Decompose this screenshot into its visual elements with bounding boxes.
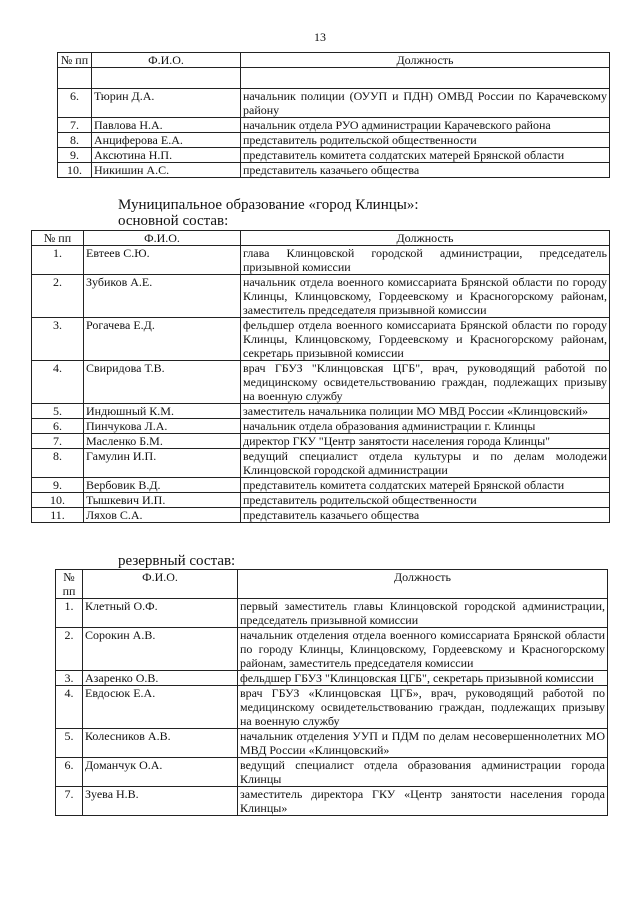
row-number-cell: 9. [32, 478, 84, 493]
column-header-name: Ф.И.О. [92, 53, 241, 68]
row-name-cell: Анциферова Е.А. [92, 133, 241, 148]
row-name-cell: Евдосюк Е.А. [83, 686, 238, 729]
table-row [56, 758, 608, 787]
row-position-cell: врач ГБУЗ «Клинцовская ЦГБ», врач, руководящий работой по медицинскому освидетельствованию граждан, подлежащих призыву на военную службу [238, 686, 608, 729]
row-number-cell: 7. [58, 118, 92, 133]
row-position-cell: представитель родительской общественности [241, 493, 610, 508]
row-number-cell: 3. [32, 318, 84, 361]
column-header-position: Должность [241, 53, 610, 68]
page-number: 13 [314, 30, 326, 44]
row-number-cell: 6. [56, 758, 83, 787]
table-row [58, 89, 610, 118]
row-position-cell: первый заместитель главы Клинцовской городской администрации, председатель призывной комиссии [238, 599, 608, 628]
row-position-cell: представитель комитета солдатских матерей Брянской области [241, 148, 610, 163]
main-composition-table [31, 230, 610, 523]
row-number-cell: 6. [58, 89, 92, 118]
row-position-cell: фельдшер ГБУЗ "Клинцовская ЦГБ", секретарь призывной комиссии [238, 671, 608, 686]
row-name-cell: Тышкевич И.П. [84, 493, 241, 508]
row-name-cell: Зубиков А.Е. [84, 275, 241, 318]
row-name-cell: Евтеев С.Ю. [84, 246, 241, 275]
section-title: Муниципальное образование «город Клинцы»: [118, 197, 419, 213]
row-position-cell: представитель родительской общественности [241, 133, 610, 148]
table-row [32, 246, 610, 275]
row-name-cell: Доманчук О.А. [83, 758, 238, 787]
row-name-cell: Азаренко О.В. [83, 671, 238, 686]
reserve-composition-heading: резервный состав: [118, 553, 236, 569]
row-number-cell: 2. [32, 275, 84, 318]
table-row [32, 478, 610, 493]
table-row [32, 434, 610, 449]
row-number-cell: 4. [56, 686, 83, 729]
row-name-cell: Аксютина Н.П. [92, 148, 241, 163]
row-number-cell: 7. [56, 787, 83, 816]
row-number-cell: 10. [58, 163, 92, 178]
row-name-cell: Ляхов С.А. [84, 508, 241, 523]
row-position-cell: начальник отделения УУП и ПДМ по делам несовершеннолетних МО МВД России «Клинцовский» [238, 729, 608, 758]
row-number-cell: 3. [56, 671, 83, 686]
main-composition-heading: основной состав: [118, 213, 229, 229]
table-row [58, 163, 610, 178]
table-header-row [56, 570, 608, 599]
row-position-cell: начальник полиции (ОУУП и ПДН) ОМВД России по Карачевскому району [241, 89, 610, 118]
spacer-row [58, 68, 610, 89]
table-row [58, 133, 610, 148]
row-number-cell: 5. [32, 404, 84, 419]
row-position-cell: начальник отдела военного комиссариата Брянской области по городу Клинцы, Клинцовскому, Гордеевскому и Красногорскому районам, заместитель председателя призывной комиссии [241, 275, 610, 318]
table-row [32, 318, 610, 361]
row-position-cell: врач ГБУЗ "Клинцовская ЦГБ", врач, руководящий работой по медицинскому освидетельствованию граждан, подлежащих призыву на военную службу [241, 361, 610, 404]
row-position-cell: заместитель начальника полиции МО МВД России «Клинцовский» [241, 404, 610, 419]
row-name-cell: Масленко Б.М. [84, 434, 241, 449]
column-header-number: № пп [56, 570, 83, 599]
commission-table-continued [57, 52, 610, 178]
row-position-cell: представитель казачьего общества [241, 163, 610, 178]
row-name-cell: Гамулин И.П. [84, 449, 241, 478]
row-position-cell: заместитель директора ГКУ «Центр занятости населения города Клинцы» [238, 787, 608, 816]
column-header-name: Ф.И.О. [84, 231, 241, 246]
row-number-cell: 8. [32, 449, 84, 478]
column-header-number: № пп [32, 231, 84, 246]
row-position-cell: ведущий специалист отдела образования администрации города Клинцы [238, 758, 608, 787]
table-row [32, 419, 610, 434]
table-row [56, 599, 608, 628]
row-number-cell: 11. [32, 508, 84, 523]
row-number-cell: 8. [58, 133, 92, 148]
row-name-cell: Вербовик В.Д. [84, 478, 241, 493]
row-position-cell: ведущий специалист отдела культуры и по делам молодежи Клинцовской городской администрации [241, 449, 610, 478]
row-number-cell: 1. [56, 599, 83, 628]
table-row [32, 404, 610, 419]
row-position-cell: начальник отделения отдела военного комиссариата Брянской области по городу Клинцы, Клинцовскому, Гордеевскому и Красногорскому районам, заместитель председателя комиссии [238, 628, 608, 671]
row-name-cell: Павлова Н.А. [92, 118, 241, 133]
row-name-cell: Свиридова Т.В. [84, 361, 241, 404]
table-row [32, 275, 610, 318]
table-row [32, 449, 610, 478]
row-number-cell: 5. [56, 729, 83, 758]
row-name-cell: Индюшный К.М. [84, 404, 241, 419]
row-name-cell: Клетный О.Ф. [83, 599, 238, 628]
row-number-cell: 1. [32, 246, 84, 275]
table-row [58, 118, 610, 133]
column-header-position: Должность [238, 570, 608, 599]
table-header-row [32, 231, 610, 246]
column-header-number: № пп [58, 53, 92, 68]
table-header-row [58, 53, 610, 68]
row-name-cell: Колесников А.В. [83, 729, 238, 758]
row-name-cell: Тюрин Д.А. [92, 89, 241, 118]
row-position-cell: представитель комитета солдатских матерей Брянской области [241, 478, 610, 493]
row-name-cell: Никишин А.С. [92, 163, 241, 178]
reserve-composition-table [55, 569, 608, 816]
table-row [58, 148, 610, 163]
table-row [56, 787, 608, 816]
table-row [56, 686, 608, 729]
table-row [32, 493, 610, 508]
row-position-cell: глава Клинцовской городской администрации, председатель призывной комиссии [241, 246, 610, 275]
row-name-cell: Зуева Н.В. [83, 787, 238, 816]
table-row [56, 671, 608, 686]
column-header-position: Должность [241, 231, 610, 246]
row-number-cell: 7. [32, 434, 84, 449]
table-row [56, 729, 608, 758]
row-position-cell: начальник отдела образования администрации г. Клинцы [241, 419, 610, 434]
column-header-name: Ф.И.О. [83, 570, 238, 599]
row-number-cell: 6. [32, 419, 84, 434]
row-name-cell: Рогачева Е.Д. [84, 318, 241, 361]
row-position-cell: начальник отдела РУО администрации Карачевского района [241, 118, 610, 133]
row-number-cell: 9. [58, 148, 92, 163]
table-row [32, 361, 610, 404]
row-position-cell: представитель казачьего общества [241, 508, 610, 523]
row-number-cell: 10. [32, 493, 84, 508]
row-number-cell: 2. [56, 628, 83, 671]
row-position-cell: директор ГКУ "Центр занятости населения города Клинцы" [241, 434, 610, 449]
table-row [32, 508, 610, 523]
row-name-cell: Сорокин А.В. [83, 628, 238, 671]
row-position-cell: фельдшер отдела военного комиссариата Брянской области по городу Клинцы, Клинцовскому, Гордеевскому и Красногорскому районам, секретарь призывной комиссии [241, 318, 610, 361]
row-number-cell: 4. [32, 361, 84, 404]
row-name-cell: Пинчукова Л.А. [84, 419, 241, 434]
table-row [56, 628, 608, 671]
